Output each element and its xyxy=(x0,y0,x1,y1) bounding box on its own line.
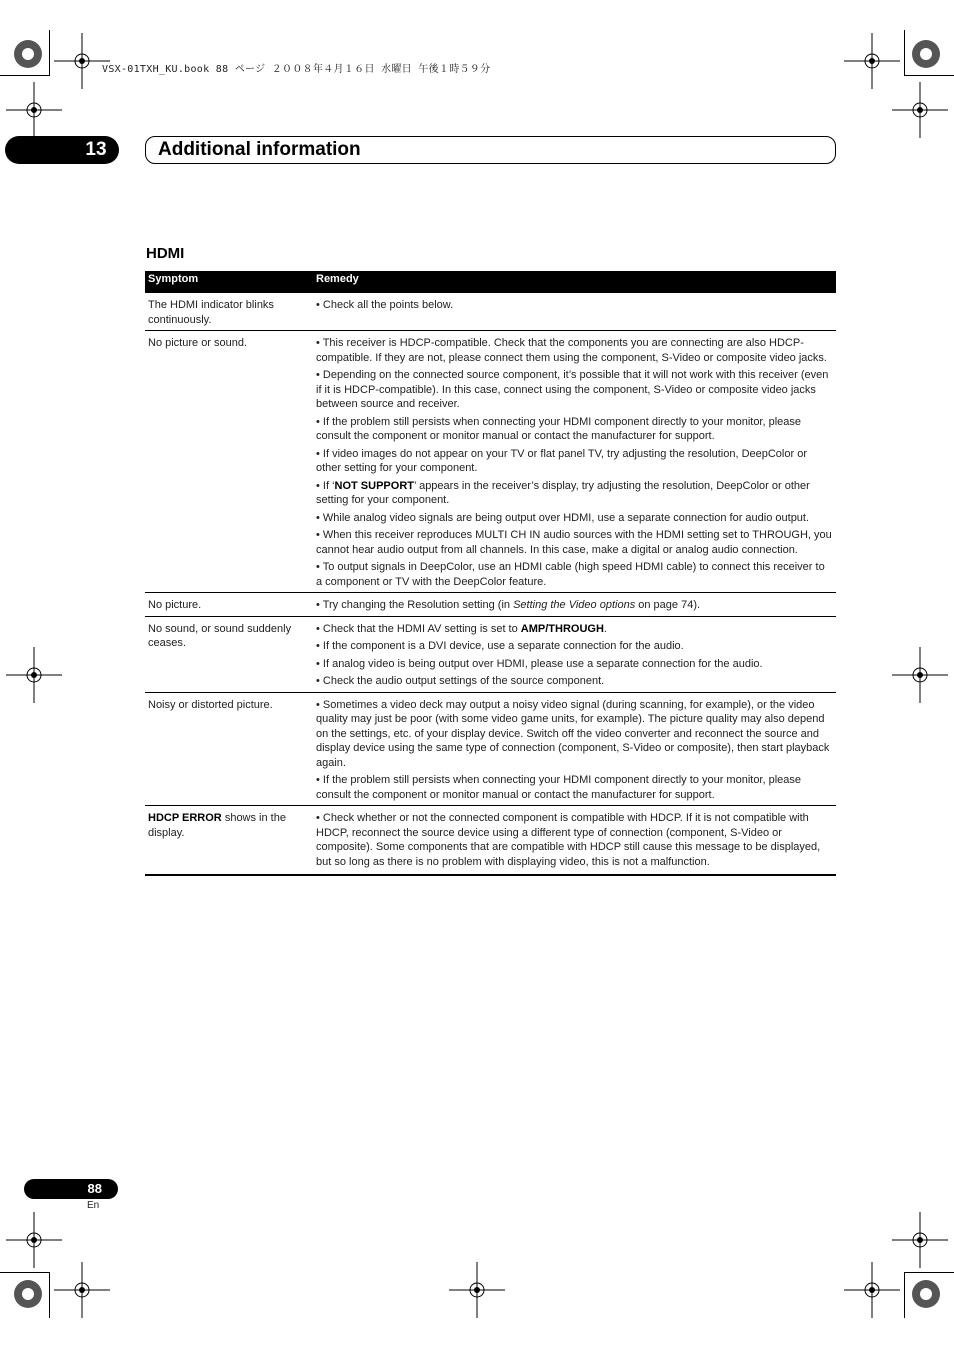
remedy-item xyxy=(316,598,833,613)
setting-name: AMP/THROUGH xyxy=(520,622,604,635)
symptom-cell: Noisy or distorted picture. xyxy=(145,692,313,806)
remedy-item: • Sometimes a video deck may output a noisy video signal (during scanning, for example), or the video quality may just be poor (with some video game units, for example). The picture quality may also depend on the settings, etc. of your display device. Switch off the video converter and reconnect the source and display device using the same type of connection (component, S-Video or composite), then start playback again. xyxy=(316,698,830,769)
symptom-cell: No picture. xyxy=(145,593,313,617)
display-message: HDCP ERROR xyxy=(148,812,222,824)
symptom-text: shows in the display. xyxy=(148,812,286,839)
registration-mark-icon xyxy=(0,1266,56,1322)
crosshair-mark-icon xyxy=(54,1262,110,1318)
registration-mark-icon xyxy=(898,26,954,82)
crosshair-mark-icon xyxy=(844,33,900,89)
crosshair-mark-icon xyxy=(449,1262,505,1318)
cross-reference: Setting the Video options xyxy=(513,599,636,611)
table-row xyxy=(145,331,836,593)
page-language: En xyxy=(87,1200,100,1211)
remedy-text: on page 74). xyxy=(635,599,701,611)
registration-mark-icon xyxy=(0,26,56,82)
remedy-cell xyxy=(313,293,836,331)
remedy-item: • If the problem still persists when connecting your HDMI component directly to your monitor, please consult the component or monitor manual or contact the manufacturer for support. xyxy=(316,415,802,442)
registration-mark-icon xyxy=(898,1266,954,1322)
remedy-item: • This receiver is HDCP-compatible. Check that the components you are connecting are also HDCP-compatible. If they are not, please connect them using the component, S-Video or composite video jacks. xyxy=(316,337,827,364)
symptom-cell: No picture or sound. xyxy=(145,331,313,593)
remedy-text: . xyxy=(603,622,607,635)
display-message: NOT SUPPORT xyxy=(334,479,414,492)
remedy-cell xyxy=(313,331,836,593)
remedy-text: ’ appears in the receiver’s display, try adjusting the resolution, DeepColor or other setting for your component. xyxy=(316,479,810,506)
crosshair-mark-icon xyxy=(844,1262,900,1318)
table-header-row xyxy=(145,271,836,293)
crop-line xyxy=(904,75,954,76)
crosshair-mark-icon xyxy=(892,1212,948,1268)
remedy-cell xyxy=(313,593,836,617)
chapter-title: Additional information xyxy=(158,139,361,160)
crosshair-mark-icon xyxy=(6,647,62,703)
symptom-cell xyxy=(145,806,313,876)
remedy-item xyxy=(316,479,833,508)
table-row xyxy=(145,616,836,692)
remedy-item: • Depending on the connected source component, it’s possible that it will not work with this receiver (even if it is HDCP-compatible). In this case, connect using the component, S-Video or composite video jacks between source and receiver. xyxy=(316,369,829,410)
remedy-item: • If video images do not appear on your TV or flat panel TV, try adjusting the resolution, DeepColor or other setting for your component. xyxy=(316,447,807,474)
crop-line xyxy=(904,30,905,76)
remedy-item xyxy=(316,622,833,637)
crosshair-mark-icon xyxy=(892,82,948,138)
print-header: VSX-01TXH_KU.book 88 ページ ２００８年４月１６日 水曜日 午後１時５９分 xyxy=(102,64,491,75)
remedy-cell xyxy=(313,806,836,876)
remedy-item: • If the problem still persists when connecting your HDMI component directly to your monitor, please consult the component or monitor manual or contact the manufacturer for support. xyxy=(316,774,802,801)
remedy-text: • Try changing the Resolution setting (in xyxy=(316,599,514,611)
symptom-cell: No sound, or sound suddenly ceases. xyxy=(145,616,313,692)
table-row xyxy=(145,806,836,876)
crosshair-mark-icon xyxy=(892,647,948,703)
table-row xyxy=(145,593,836,617)
remedy-item: • Check all the points below. xyxy=(316,299,454,311)
remedy-text: • If ‘ xyxy=(316,479,335,492)
crop-line xyxy=(0,75,50,76)
remedy-item: • When this receiver reproduces MULTI CH IN audio sources with the HDMI setting set to THROUGH, you cannot hear audio output from all channels. In this case, make a digital or analog audio connection. xyxy=(316,529,832,556)
crosshair-mark-icon xyxy=(6,1212,62,1268)
crop-line xyxy=(49,30,50,76)
remedy-text: • Check that the HDMI AV setting is set to xyxy=(316,622,521,635)
table-row xyxy=(145,692,836,806)
symptom-cell: The HDMI indicator blinks continuously. xyxy=(145,293,313,331)
remedy-item: • If the component is a DVI device, use a separate connection for the audio. xyxy=(316,640,684,652)
crop-line xyxy=(904,1272,954,1273)
crop-line xyxy=(0,1272,50,1273)
crop-line xyxy=(904,1272,905,1318)
remedy-item: • If analog video is being output over HDMI, please use a separate connection for the audio. xyxy=(316,657,763,670)
remedy-column-header: Remedy xyxy=(313,271,836,293)
remedy-cell xyxy=(313,692,836,806)
chapter-number: 13 xyxy=(5,136,119,164)
table-row xyxy=(145,293,836,331)
remedy-item: • To output signals in DeepColor, use an HDMI cable (high speed HDMI cable) to connect this receiver to a component or TV with the DeepColor feature. xyxy=(316,561,825,588)
symptom-column-header: Symptom xyxy=(145,271,313,293)
crosshair-mark-icon xyxy=(6,82,62,138)
section-title: HDMI xyxy=(146,245,185,262)
crop-line xyxy=(49,1272,50,1318)
remedy-item: • While analog video signals are being output over HDMI, use a separate connection for audio output. xyxy=(316,511,810,524)
remedy-item: • Check whether or not the connected component is compatible with HDCP. If it is not compatible with HDCP, reconnect the source device using a different type of connection (component, S-Video or composite). Some components that are compatible with HDCP still cause this message to be displayed, but so long as there is no problem with displaying video, this is not a malfunction. xyxy=(316,812,821,868)
troubleshooting-table xyxy=(145,271,836,876)
remedy-cell xyxy=(313,616,836,692)
page-number: 88 xyxy=(24,1179,118,1199)
remedy-item: • Check the audio output settings of the source component. xyxy=(316,675,605,687)
